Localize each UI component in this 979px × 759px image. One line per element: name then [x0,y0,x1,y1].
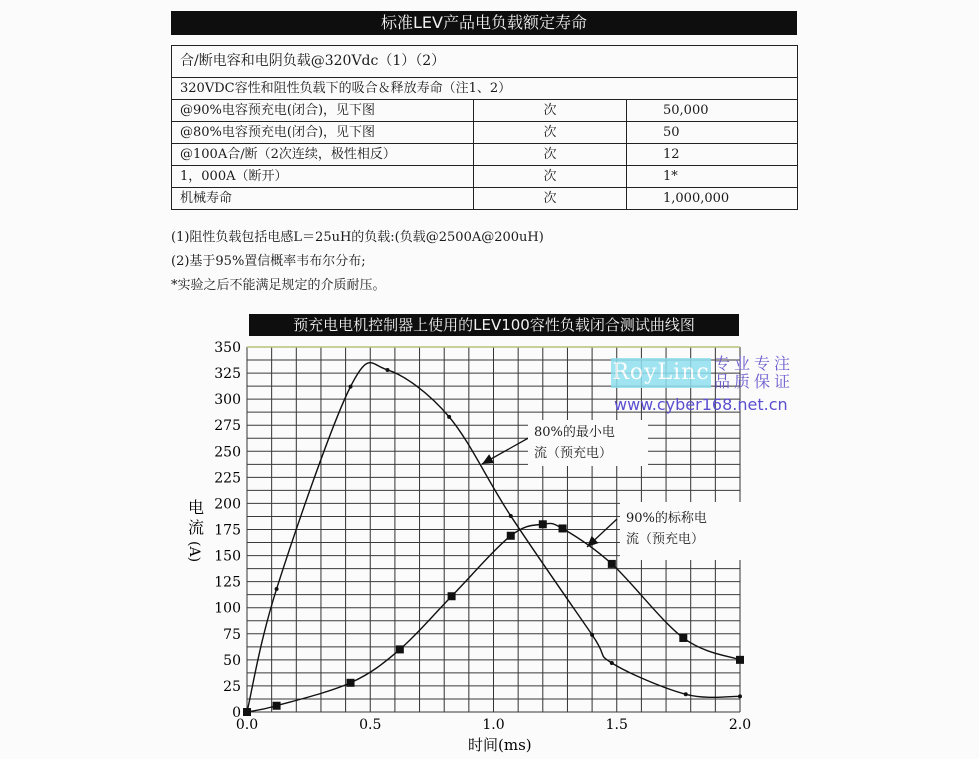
svg-text:250: 250 [214,444,241,461]
svg-text:50: 50 [223,652,241,669]
svg-text:150: 150 [214,548,241,565]
value-cell: 50 [627,122,798,144]
annotation-90-line2: 流（预充电） [626,532,705,547]
svg-text:0: 0 [232,705,241,721]
svg-text:2.0: 2.0 [728,717,752,733]
svg-text:350: 350 [214,340,241,356]
svg-text:300: 300 [214,392,241,409]
arrow-80-percent-icon [482,436,532,464]
svg-text:(A): (A) [186,541,202,563]
svg-text:75: 75 [223,626,241,643]
watermark-slogan-1: 专业专注 [714,354,795,373]
svg-text:175: 175 [214,522,241,539]
value-cell: 50,000 [627,100,798,122]
watermark-slogan [714,355,794,391]
svg-text:0.5: 0.5 [359,717,382,733]
condition-cell: @100A合/断（2次连续，极性相反） [172,144,474,166]
unit-cell: 次 [474,122,627,144]
annotation-90-line1: 90%的标称电 [626,511,707,526]
unit-cell: 次 [474,188,627,210]
condition-cell: 1，000A（断开） [172,166,474,188]
footnote-2: (2)基于95%置信概率韦布尔分布; [171,254,366,269]
header-cell: 合/断电容和电阴负载@320Vdc（1）（2） [172,46,798,78]
footnote-1: (1)阻性负载包括电感L＝25uH的负载:(负载@2500A@200uH) [171,230,544,245]
value-cell: 12 [627,144,798,166]
watermark-url: www.cyber168.net.cn [614,395,788,414]
subheader-cell: 320VDC容性和阻性负载下的吸合＆释放寿命（注1、2） [172,78,798,100]
footnote-asterisk: *实验之后不能满足规定的介质耐压。 [171,278,386,293]
y-axis-label [186,498,204,562]
svg-text:200: 200 [214,496,241,513]
annotation-80-line2: 流（预充电） [534,446,613,461]
condition-cell: @90%电容预充电(闭合)，见下图 [172,100,474,122]
value-cell: 1,000,000 [627,188,798,210]
condition-cell: @80%电容预充电(闭合)，见下图 [172,122,474,144]
chart-title-banner: 预充电电机控制器上使用的LEV100容性负载闭合测试曲线图 [249,314,739,336]
svg-text:225: 225 [214,470,241,487]
svg-text:电: 电 [188,498,205,517]
x-axis-label: 时间(ms) [468,736,532,754]
svg-text:325: 325 [214,366,241,383]
svg-text:1.5: 1.5 [605,717,628,733]
watermark-slogan-2: 品质保证 [714,372,795,391]
svg-text:流: 流 [188,518,205,537]
watermark-brand: RoyLinc [611,358,711,388]
svg-text:275: 275 [214,418,241,435]
svg-text:1.0: 1.0 [482,717,505,733]
unit-cell: 次 [474,144,627,166]
svg-text:0.0: 0.0 [235,717,259,733]
value-cell: 1* [627,166,798,188]
table-title-banner: 标准LEV产品电负载额定寿命 [171,11,797,35]
annotation-80-line1: 80%的最小电 [534,425,615,440]
unit-cell: 次 [474,100,627,122]
unit-cell: 次 [474,166,627,188]
annotation-80-percent [528,420,648,466]
x-axis-ticks [236,717,751,733]
condition-cell: 机械寿命 [172,188,474,210]
y-axis-ticks [214,340,241,721]
annotation-90-percent [620,502,750,560]
svg-text:25: 25 [223,678,241,695]
svg-text:100: 100 [214,600,241,617]
svg-text:125: 125 [214,574,241,591]
